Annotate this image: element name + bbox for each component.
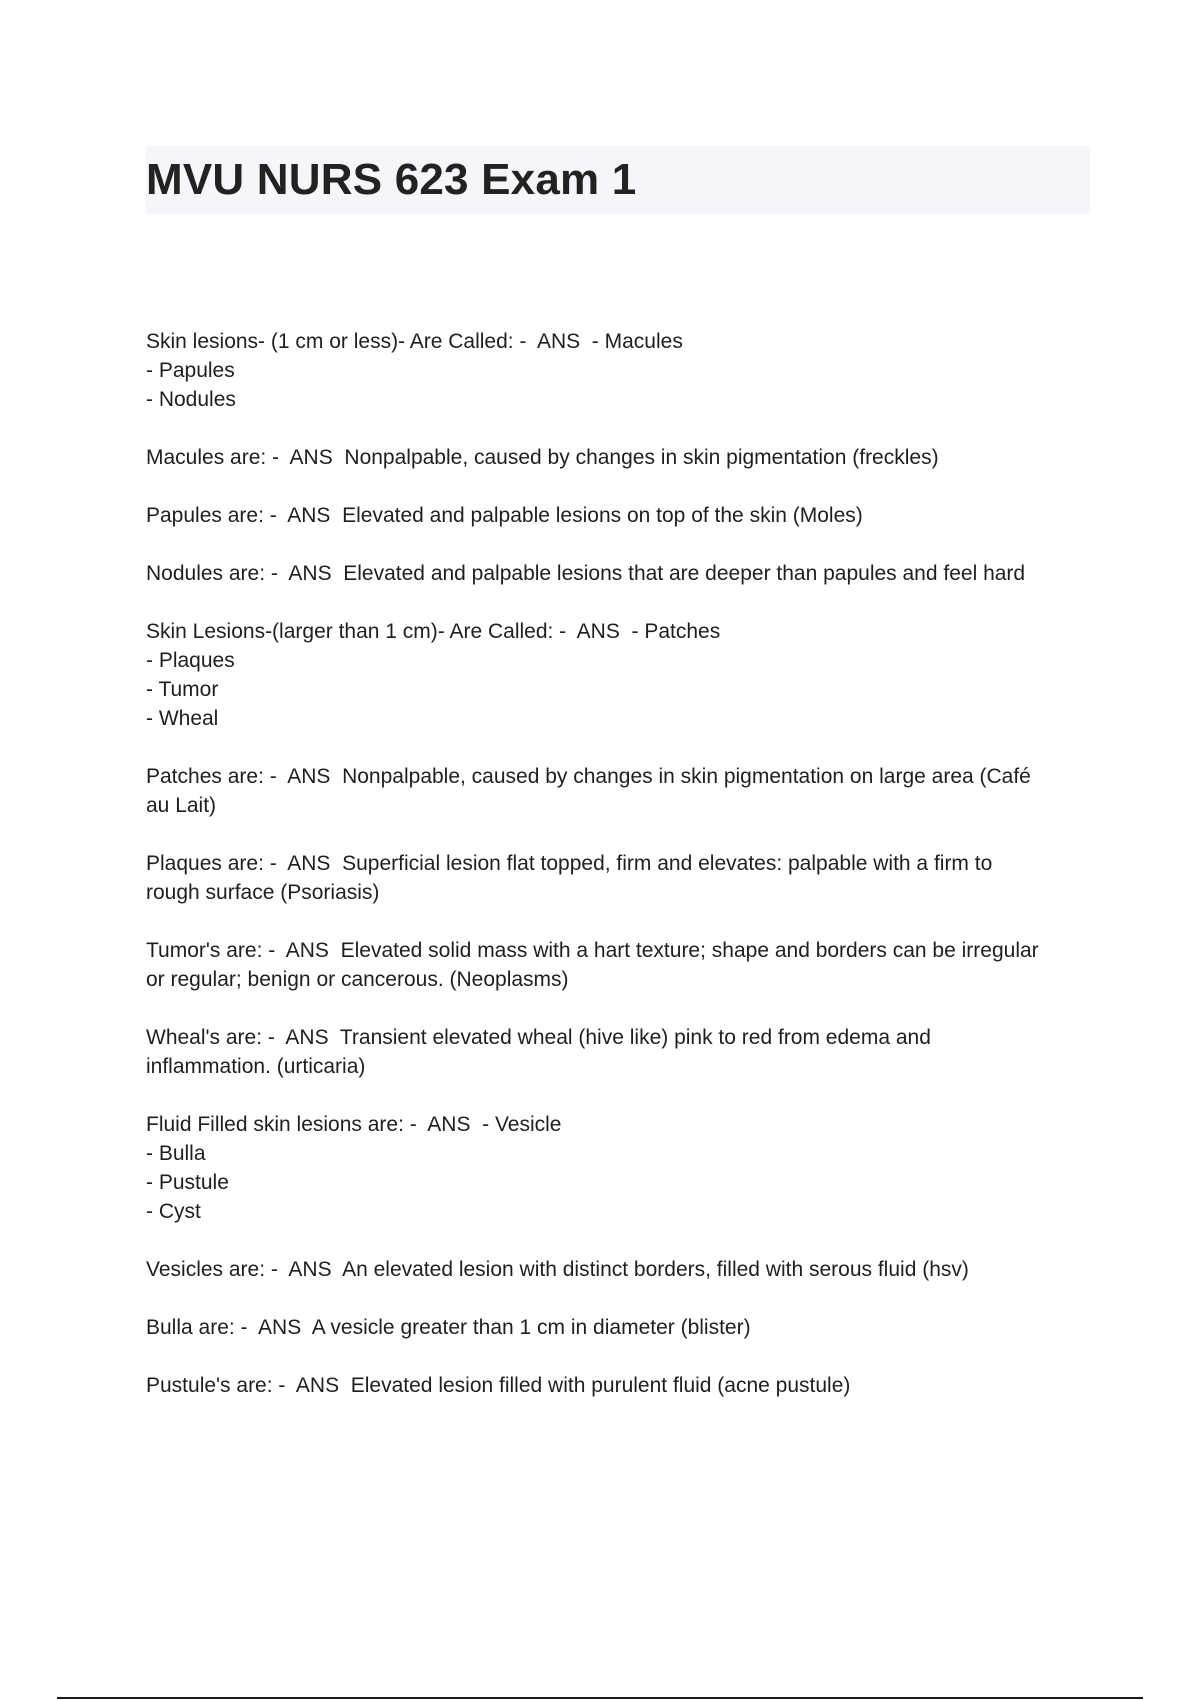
qa-continuation-line: - Nodules — [146, 388, 236, 411]
qa-question-line: Skin lesions- (1 cm or less)- Are Called: - ANS - Macules — [146, 330, 683, 353]
qa-question-line: Macules are: - ANS Nonpalpable, caused by changes in skin pigmentation (freckles) — [146, 446, 939, 469]
qa-entry — [146, 1255, 1096, 1284]
qa-continuation-line: inflammation. (urticaria) — [146, 1055, 366, 1078]
qa-continuation-line: - Cyst — [146, 1200, 201, 1223]
qa-entry — [146, 936, 1096, 994]
footer-divider — [57, 1697, 1143, 1699]
qa-entry — [146, 1110, 1096, 1226]
qa-entry — [146, 849, 1096, 907]
qa-list — [146, 327, 1096, 1429]
qa-question-line: Patches are: - ANS Nonpalpable, caused by changes in skin pigmentation on large area (Café — [146, 765, 1031, 788]
qa-entry — [146, 559, 1096, 588]
qa-question-line: Bulla are: - ANS A vesicle greater than 1 cm in diameter (blister) — [146, 1316, 751, 1339]
qa-entry — [146, 617, 1096, 733]
qa-entry — [146, 443, 1096, 472]
qa-entry — [146, 1023, 1096, 1081]
qa-question-line: Nodules are: - ANS Elevated and palpable lesions that are deeper than papules and feel hard — [146, 562, 1026, 585]
qa-question-line: Fluid Filled skin lesions are: - ANS - Vesicle — [146, 1113, 562, 1136]
qa-entry — [146, 762, 1096, 820]
qa-continuation-line: rough surface (Psoriasis) — [146, 881, 380, 904]
qa-question-line: Vesicles are: - ANS An elevated lesion with distinct borders, filled with serous fluid (hsv) — [146, 1258, 969, 1281]
qa-entry — [146, 1313, 1096, 1342]
qa-question-line: Pustule's are: - ANS Elevated lesion filled with purulent fluid (acne pustule) — [146, 1374, 851, 1397]
qa-continuation-line: - Pustule — [146, 1171, 229, 1194]
qa-entry — [146, 327, 1096, 414]
title-banner — [146, 146, 1090, 214]
qa-continuation-line: - Plaques — [146, 649, 235, 672]
qa-entry — [146, 1371, 1096, 1400]
page-title: MVU NURS 623 Exam 1 — [146, 155, 637, 204]
qa-continuation-line: - Bulla — [146, 1142, 206, 1165]
qa-question-line: Tumor's are: - ANS Elevated solid mass with a hart texture; shape and borders can be irregular — [146, 939, 1039, 962]
qa-question-line: Skin Lesions-(larger than 1 cm)- Are Called: - ANS - Patches — [146, 620, 721, 643]
qa-continuation-line: or regular; benign or cancerous. (Neoplasms) — [146, 968, 569, 991]
qa-continuation-line: - Papules — [146, 359, 235, 382]
qa-continuation-line: au Lait) — [146, 794, 217, 817]
qa-question-line: Wheal's are: - ANS Transient elevated wheal (hive like) pink to red from edema and — [146, 1026, 931, 1049]
qa-entry — [146, 501, 1096, 530]
qa-continuation-line: - Tumor — [146, 678, 219, 701]
qa-continuation-line: - Wheal — [146, 707, 219, 730]
qa-question-line: Papules are: - ANS Elevated and palpable lesions on top of the skin (Moles) — [146, 504, 863, 527]
qa-question-line: Plaques are: - ANS Superficial lesion flat topped, firm and elevates: palpable with a firm to — [146, 852, 993, 875]
